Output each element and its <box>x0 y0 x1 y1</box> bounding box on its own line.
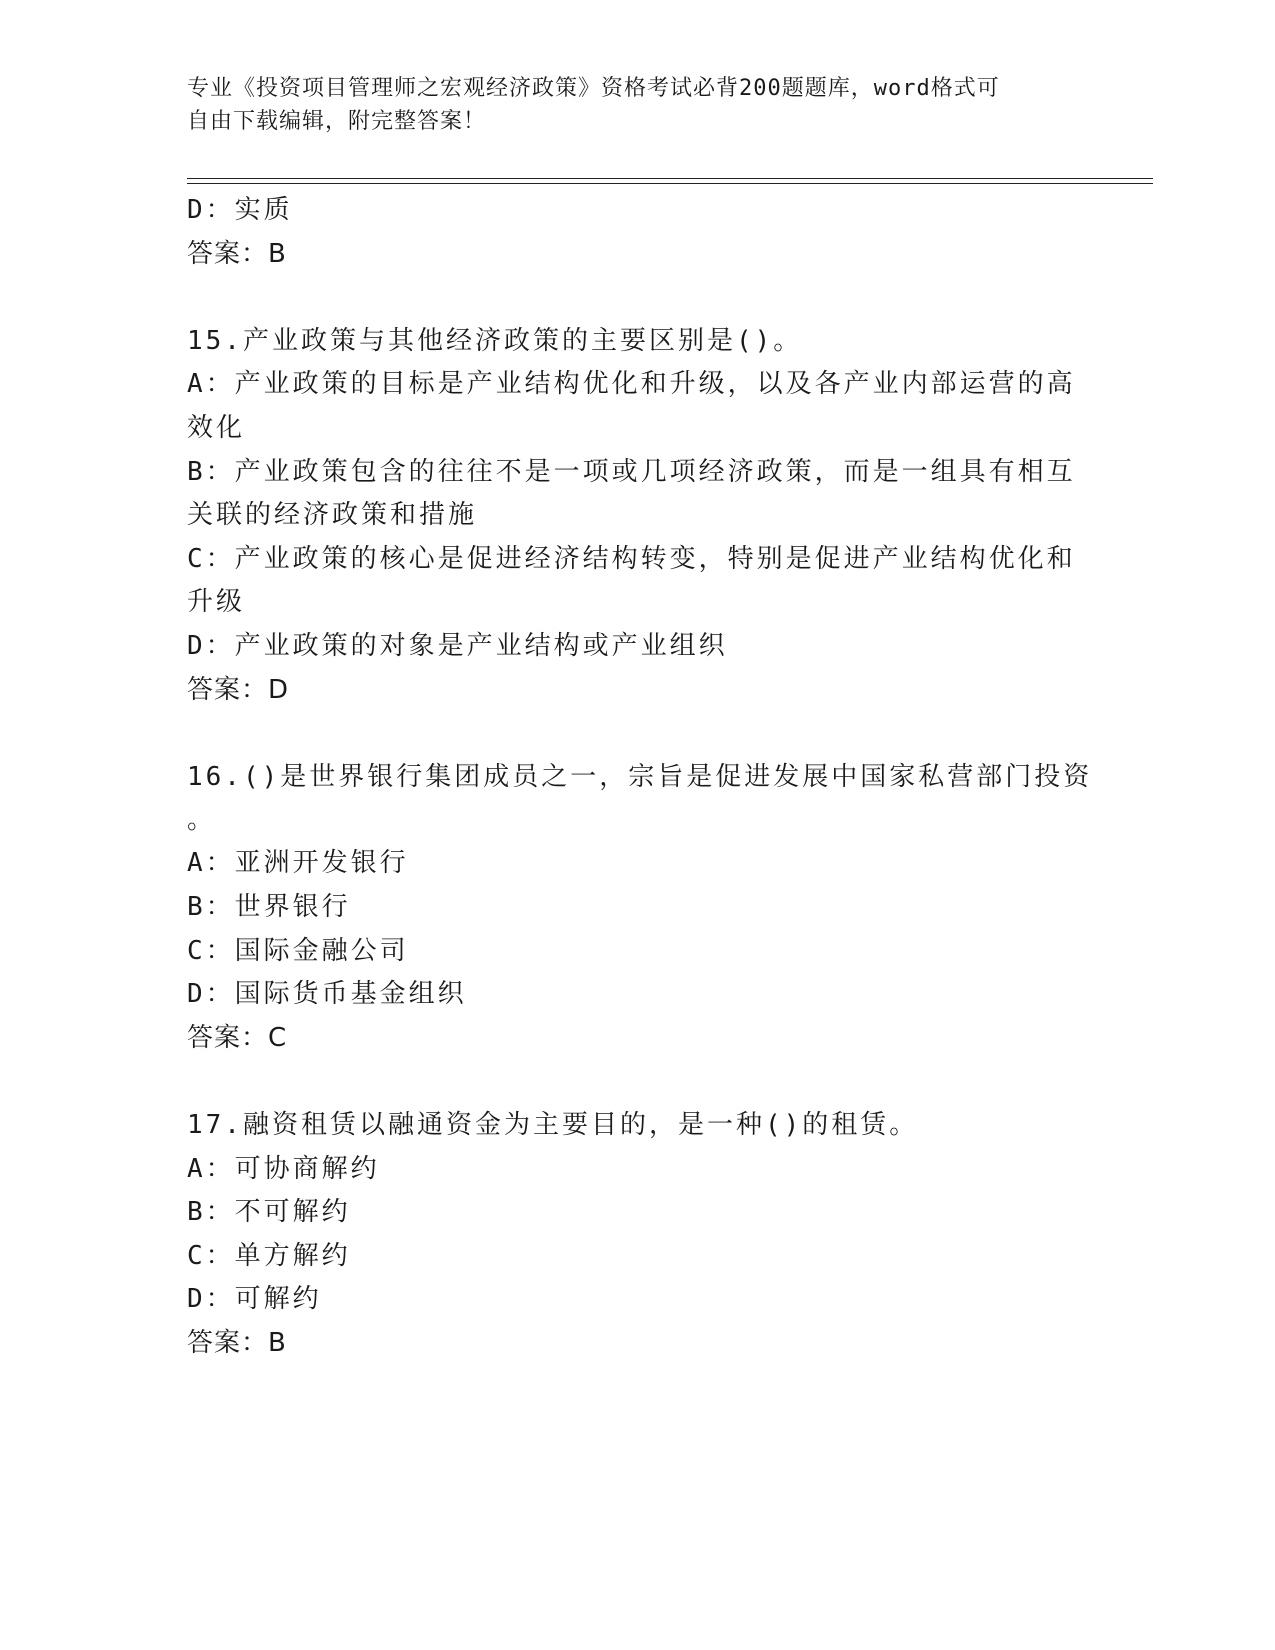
q15-option-a-line1: A：产业政策的目标是产业结构优化和升级，以及各产业内部运营的高 <box>187 369 1076 399</box>
header-line-2: 自由下载编辑，附完整答案！ <box>187 109 487 134</box>
q15-option-a-line2: 效化 <box>187 413 246 443</box>
q16-stem-line2: 。 <box>187 805 217 835</box>
q17-option-d: D：可解约 <box>187 1284 322 1314</box>
q16-option-a: A：亚洲开发银行 <box>187 848 409 878</box>
q15-option-c-line1: C：产业政策的核心是促进经济结构转变，特别是促进产业结构优化和 <box>187 544 1076 574</box>
q17-stem: 17.融资租赁以融通资金为主要目的，是一种()的租赁。 <box>187 1110 919 1140</box>
header-line-1: 专业《投资项目管理师之宏观经济政策》资格考试必背200题题库，word格式可 <box>187 76 1000 101</box>
q17-option-c: C：单方解约 <box>187 1241 351 1271</box>
document-header <box>187 72 1067 138</box>
q16-option-d: D：国际货币基金组织 <box>187 979 467 1009</box>
q17-option-a: A：可协商解约 <box>187 1154 380 1184</box>
q17-option-b: B：不可解约 <box>187 1197 351 1227</box>
q15-answer: 答案：D <box>187 675 290 705</box>
q16-option-b: B：世界银行 <box>187 892 351 922</box>
q15-option-d: D：产业政策的对象是产业结构或产业组织 <box>187 631 728 661</box>
prev-answer: 答案：B <box>187 239 287 269</box>
header-divider-top <box>187 178 1153 179</box>
q15-option-b-line2: 关联的经济政策和措施 <box>187 500 478 530</box>
q17-answer: 答案：B <box>187 1328 287 1358</box>
q15-option-c-line2: 升级 <box>187 587 246 617</box>
q16-option-c: C：国际金融公司 <box>187 936 409 966</box>
q16-answer: 答案：C <box>187 1023 288 1053</box>
q15-stem: 15.产业政策与其他经济政策的主要区别是()。 <box>187 326 803 356</box>
q15-option-b-line1: B：产业政策包含的往往不是一项或几项经济政策，而是一组具有相互 <box>187 457 1076 487</box>
prev-option-d: D：实质 <box>187 195 293 225</box>
header-divider-bottom <box>187 183 1153 184</box>
q16-stem-line1: 16.()是世界银行集团成员之一，宗旨是促进发展中国家私营部门投资 <box>187 762 1093 792</box>
